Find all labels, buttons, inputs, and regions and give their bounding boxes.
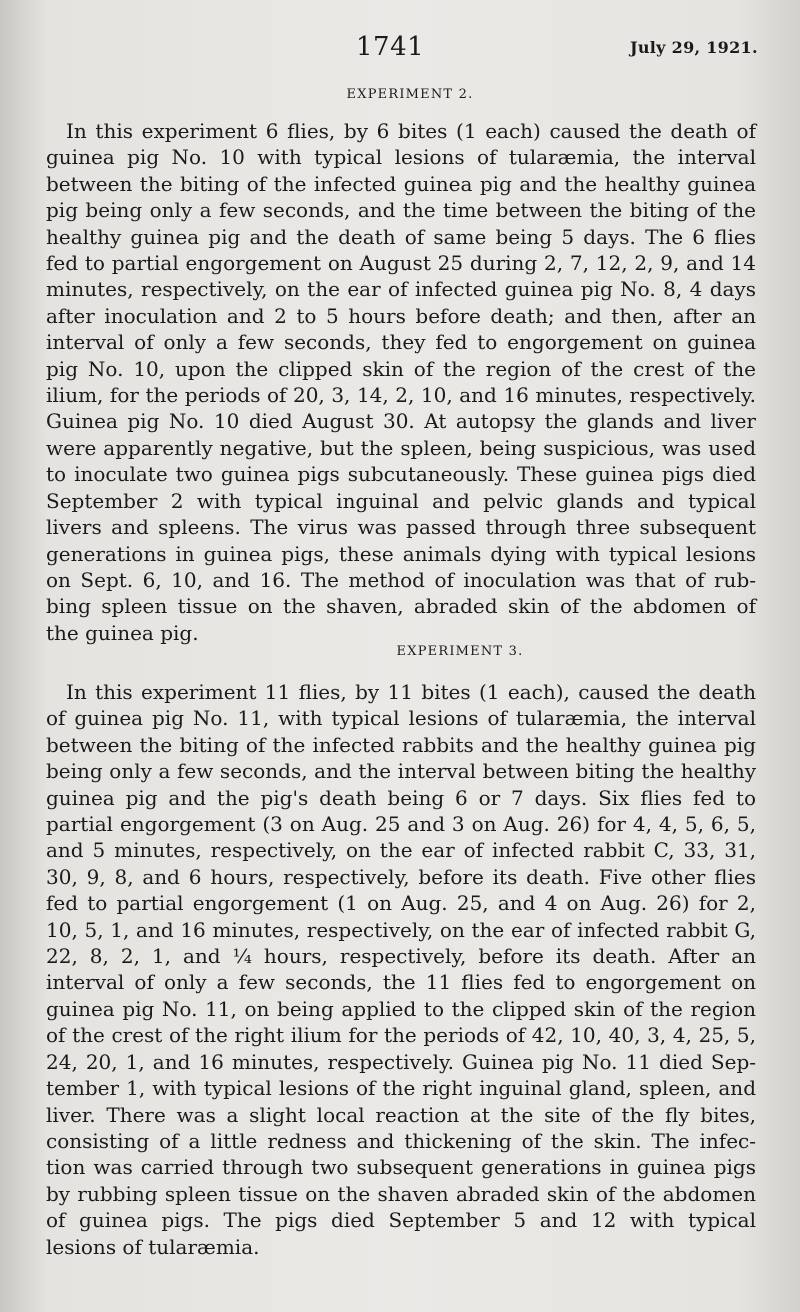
text-line: fed to partial engorgement (1 on Aug. 25, and 4 on Aug. 26) for 2,: [46, 891, 756, 916]
text-line: bing spleen tissue on the shaven, abraded skin of the abdomen of: [46, 594, 756, 619]
text-line: between the biting of the infected guinea pig and the healthy guinea: [46, 171, 756, 196]
text-line: September 2 with typical inguinal and pelvic glands and typical: [46, 488, 756, 513]
text-line: pig No. 10, upon the clipped skin of the region of the crest of the: [46, 356, 756, 381]
text-line: guinea pig No. 11, on being applied to the clipped skin of the region: [46, 996, 756, 1021]
experiment-2-heading: EXPERIMENT 2.: [346, 87, 474, 102]
text-line: generations in guinea pigs, these animals dying with typical lesions: [46, 541, 756, 566]
text-line: after inoculation and 2 to 5 hours before death; and then, after an: [46, 303, 756, 328]
text-line: 24, 20, 1, and 16 minutes, respectively. Guinea pig No. 11 died Sep-: [46, 1049, 756, 1074]
text-line: guinea pig No. 10 with typical lesions of tularæmia, the interval: [46, 145, 756, 170]
text-line: In this experiment 6 flies, by 6 bites (1 each) caused the death of: [66, 119, 756, 143]
text-line: the guinea pig.: [46, 620, 199, 645]
text-line: 22, 8, 2, 1, and ¼ hours, respectively, before its death. After an: [46, 944, 756, 969]
text-line: of guinea pigs. The pigs died September 5 and 12 with typical: [46, 1208, 756, 1233]
page-number: 1741: [356, 32, 425, 62]
text-line: interval of only a few seconds, the 11 flies fed to engorgement on: [46, 970, 756, 995]
page-header: [0, 28, 800, 68]
text-line: In this experiment 11 flies, by 11 bites (1 each), caused the death: [66, 680, 756, 704]
text-line: liver. There was a slight local reaction at the site of the fly bites,: [46, 1102, 756, 1127]
text-line: interval of only a few seconds, they fed to engorgement on guinea: [46, 330, 756, 355]
text-line: ilium, for the periods of 20, 3, 14, 2, 10, and 16 minutes, respectively.: [46, 383, 756, 408]
experiment-3-heading: EXPERIMENT 3.: [396, 644, 524, 659]
text-line: partial engorgement (3 on Aug. 25 and 3 on Aug. 26) for 4, 4, 5, 6, 5,: [46, 812, 756, 837]
text-line: by rubbing spleen tissue on the shaven abraded skin of the abdomen: [46, 1181, 756, 1206]
text-line: pig being only a few seconds, and the time between the biting of the: [46, 198, 756, 223]
text-line: between the biting of the infected rabbits and the healthy guinea pig: [46, 732, 756, 757]
experiment-2-paragraph: [46, 118, 756, 646]
text-line: 30, 9, 8, and 6 hours, respectively, before its death. Five other flies: [46, 864, 756, 889]
text-line: and 5 minutes, respectively, on the ear of infected rabbit C, 33, 31,: [46, 838, 756, 863]
text-line: of the crest of the right ilium for the periods of 42, 10, 40, 3, 4, 25, 5,: [46, 1023, 756, 1048]
text-line: 10, 5, 1, and 16 minutes, respectively, on the ear of infected rabbit G,: [46, 917, 756, 942]
text-line: tember 1, with typical lesions of the right inguinal gland, spleen, and: [46, 1076, 756, 1101]
text-line: tion was carried through two subsequent generations in guinea pigs: [46, 1155, 756, 1180]
text-line: being only a few seconds, and the interval between biting the healthy: [46, 759, 756, 784]
experiment-3-paragraph: [46, 679, 756, 1260]
text-line: consisting of a little redness and thickening of the skin. The infec-: [46, 1128, 756, 1153]
text-line: to inoculate two guinea pigs subcutaneously. These guinea pigs died: [46, 462, 756, 487]
text-line: livers and spleens. The virus was passed through three subsequent: [46, 515, 756, 540]
text-line: Guinea pig No. 10 died August 30. At autopsy the glands and liver: [46, 409, 756, 434]
text-line: of guinea pig No. 11, with typical lesions of tularæmia, the interval: [46, 706, 756, 731]
text-line: fed to partial engorgement on August 25 during 2, 7, 12, 2, 9, and 14: [46, 251, 756, 276]
text-line: on Sept. 6, 10, and 16. The method of inoculation was that of rub-: [46, 567, 756, 592]
text-line: healthy guinea pig and the death of same being 5 days. The 6 flies: [46, 224, 756, 249]
publication-date: July 29, 1921.: [630, 38, 758, 57]
text-line: were apparently negative, but the spleen, being suspicious, was used: [46, 435, 756, 460]
text-line: lesions of tularæmia.: [46, 1234, 260, 1259]
text-line: minutes, respectively, on the ear of infected guinea pig No. 8, 4 days: [46, 277, 756, 302]
text-line: guinea pig and the pig's death being 6 or 7 days. Six flies fed to: [46, 785, 756, 810]
